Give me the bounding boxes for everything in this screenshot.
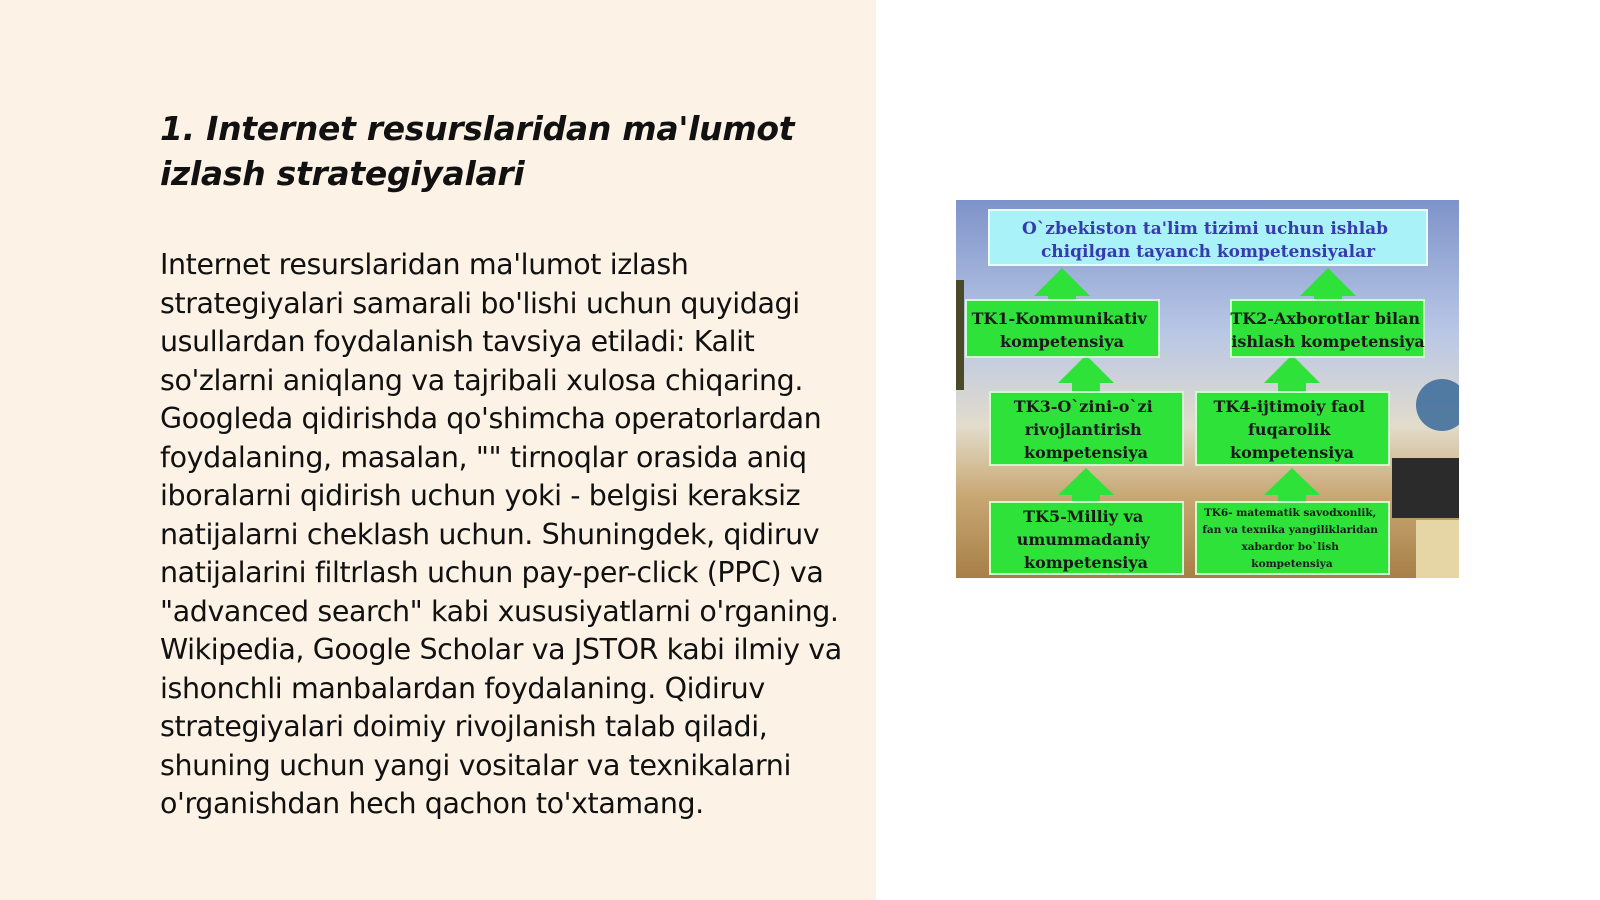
pencil-icon <box>956 280 964 390</box>
tk4-line-3: kompetensiya <box>1229 443 1355 462</box>
tk6-line-1: TK6- matematik savodxonlik, <box>1203 507 1377 519</box>
tk2-line-1: TK2-Axborotlar bilan <box>1230 309 1421 328</box>
svg-text:TK5-Milliy va umummadani <box>1017 507 1156 572</box>
slide-title: 1. Internet resurslaridan ma'lumot izlash strategiyalari <box>160 109 795 193</box>
tk5-line-2: umummadaniy <box>1016 530 1150 549</box>
tk4-line-2: fuqarolik <box>1248 420 1331 439</box>
tk1-line-2: kompetensiya <box>999 332 1125 351</box>
tk6-line-2: fan va texnika yangiliklaridan <box>1202 524 1378 536</box>
tk5-line-3: kompetensiya <box>1023 553 1149 572</box>
svg-text:TK3-O`zini-o`zi rivojlan <box>1014 397 1158 462</box>
diagram-header-line-1: O`zbekiston ta'lim tizimi uchun ishlab <box>1021 219 1389 239</box>
books-icon <box>1416 520 1459 578</box>
slide-body-text: Internet resurslaridan ma'lumot izlash strategiyalari samarali bo'lishi uchun quyidagi usullardan foydalanish tavsiya etiladi: Kalit so'zlarni aniqlang va tajribali xulosa chiqaring. Googleda qidirishda qo'shimcha operatorlardan foydalaning, masalan, "" tirnoqlar orasida aniq iboralarni qidirish uchun yoki - belgisi keraksiz natijalarni cheklash uchun. Shuningdek, qidiruv natijalarini filtrlash uchun pay-per-click (PPC) va "advanced search" kabi xususiyatlarni o'rganing. Wikipedia, Google Scholar va JSTOR kabi ilmiy va ishonchli manbalardan foydalaning. Qidiruv strategiyalari doimiy rivojlanish talab qiladi, shuning uchun yangi vositalar va texnikalarni o'rganishdan hech qachon to'xtamang. <box>160 248 842 820</box>
tk3-line-1: TK3-O`zini-o`zi <box>1013 397 1153 416</box>
diagram-header-line-2: chiqilgan tayanch kompetensiyalar <box>1040 242 1376 262</box>
competency-diagram-image <box>956 200 1459 578</box>
tk6-line-4: kompetensiya <box>1251 558 1333 570</box>
tk2-line-2: ishlash kompetensiya <box>1231 332 1425 351</box>
tk3-line-3: kompetensiya <box>1023 443 1149 462</box>
tk3-line-2: rivojlantirish <box>1024 420 1142 439</box>
tk1-line-1: TK1-Kommunikativ <box>971 309 1147 328</box>
tk5-line-1: TK5-Milliy va <box>1023 507 1144 526</box>
tk4-line-1: TK4-ijtimoiy faol <box>1213 397 1365 416</box>
tk6-line-3: xabardor bo`lish <box>1241 541 1339 553</box>
chalkboard-icon <box>1392 458 1459 518</box>
